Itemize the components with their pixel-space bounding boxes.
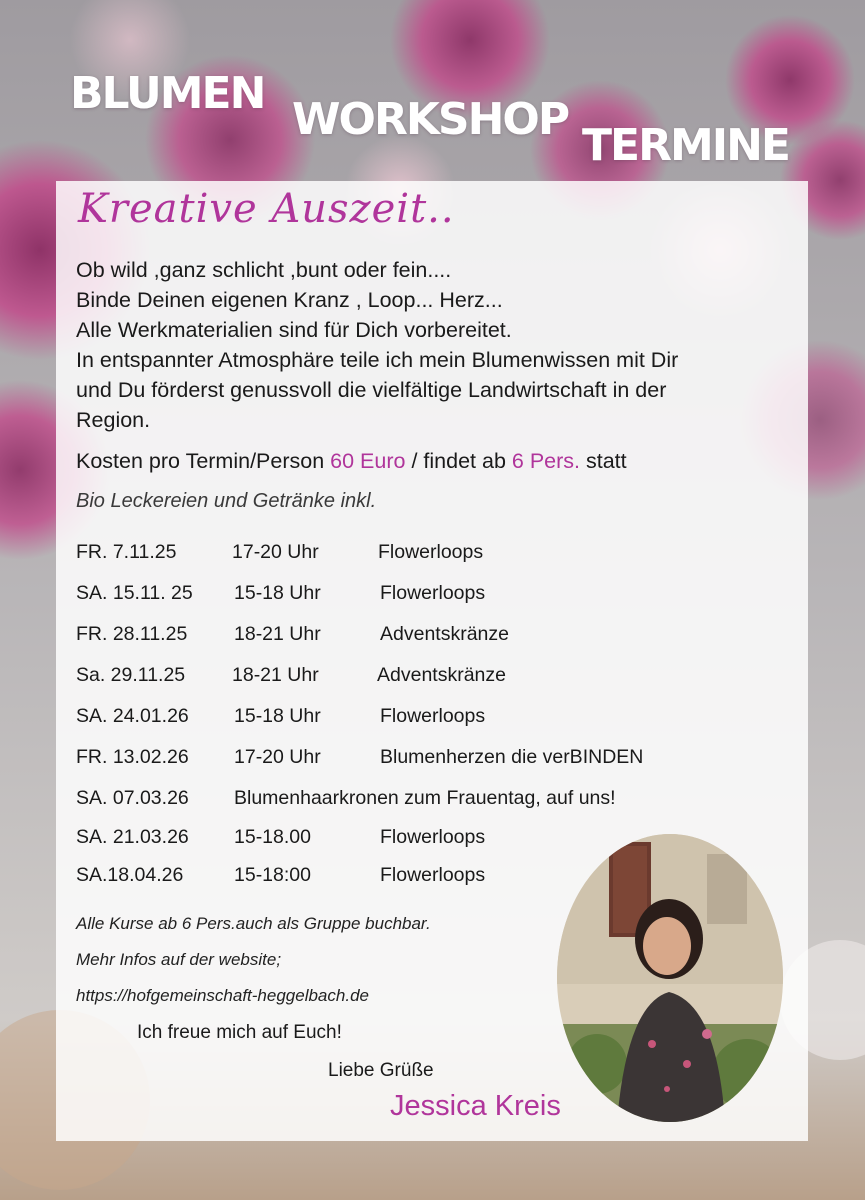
schedule-title: Blumenherzen die verBINDEN — [380, 746, 644, 768]
title-termine: TERMINE — [582, 120, 789, 171]
intro-line: Binde Deinen eigenen Kranz , Loop... Herz... — [76, 288, 503, 312]
tagline: Kreative Auszeit.. — [78, 186, 455, 232]
cost-prefix: Kosten pro Termin/Person — [76, 449, 325, 473]
schedule-time: 15-18 Uhr — [234, 705, 321, 727]
signature: Jessica Kreis — [390, 1090, 561, 1122]
intro-line: In entspannter Atmosphäre teile ich mein Blumenwissen mit Dir — [76, 348, 679, 372]
schedule-date: SA.18.04.26 — [76, 864, 184, 886]
cost-line — [76, 449, 627, 474]
schedule-date: SA. 21.03.26 — [76, 826, 189, 848]
schedule-time: 17-20 Uhr — [232, 541, 319, 563]
portrait-photo — [557, 834, 783, 1122]
closing-regards: Liebe Grüße — [328, 1060, 434, 1081]
group-booking-note: Alle Kurse ab 6 Pers.auch als Gruppe buchbar. — [76, 914, 431, 933]
closing-greeting: Ich freue mich auf Euch! — [137, 1022, 342, 1043]
intro-line: Region. — [76, 408, 151, 432]
included-note: Bio Leckereien und Getränke inkl. — [76, 490, 377, 512]
schedule-title: Flowerloops — [378, 541, 484, 563]
schedule-title: Flowerloops — [380, 826, 486, 848]
schedule-title: Flowerloops — [380, 582, 486, 604]
schedule-title: Flowerloops — [380, 864, 486, 886]
schedule-date: FR. 28.11.25 — [76, 623, 188, 645]
intro-line: Ob wild ,ganz schlicht ,bunt oder fein.... — [76, 258, 452, 282]
title-workshop: WORKSHOP — [292, 94, 569, 145]
schedule-date: Sa. 29.11.25 — [76, 664, 186, 686]
website-link[interactable]: https://hofgemeinschaft-heggelbach.de — [76, 986, 369, 1005]
more-info-note: Mehr Infos auf der website; — [76, 950, 282, 969]
schedule-date: FR. 7.11.25 — [76, 541, 177, 563]
schedule-title: Adventskränze — [377, 664, 506, 686]
schedule-time: 18-21 Uhr — [232, 664, 319, 686]
schedule-date: SA. 24.01.26 — [76, 705, 189, 727]
schedule-time: 18-21 Uhr — [234, 623, 321, 645]
schedule-date: SA. 07.03.26 — [76, 787, 189, 809]
schedule-time: 15-18:00 — [234, 864, 311, 886]
cost-suffix: statt — [586, 449, 627, 473]
schedule-time: 15-18 Uhr — [234, 582, 321, 604]
booking-notes — [76, 906, 431, 1014]
schedule-title: Flowerloops — [380, 705, 486, 727]
schedule-date: SA. 15.11. 25 — [76, 582, 193, 604]
schedule-time: 15-18.00 — [234, 826, 311, 848]
cost-min-people: 6 Pers. — [511, 449, 581, 473]
intro-text — [76, 255, 796, 435]
schedule-title: Adventskränze — [380, 623, 509, 645]
intro-line: Alle Werkmaterialien sind für Dich vorbereitet. — [76, 318, 512, 342]
title-blumen: BLUMEN — [70, 68, 265, 119]
intro-line: und Du förderst genussvoll die vielfältige Landwirtschaft in der — [76, 378, 667, 402]
schedule-date: FR. 13.02.26 — [76, 746, 189, 768]
cost-price: 60 Euro — [330, 449, 406, 473]
schedule-title: Blumenhaarkronen zum Frauentag, auf uns! — [234, 787, 616, 809]
schedule-time: 17-20 Uhr — [234, 746, 321, 768]
cost-middle: / findet ab — [411, 449, 506, 473]
